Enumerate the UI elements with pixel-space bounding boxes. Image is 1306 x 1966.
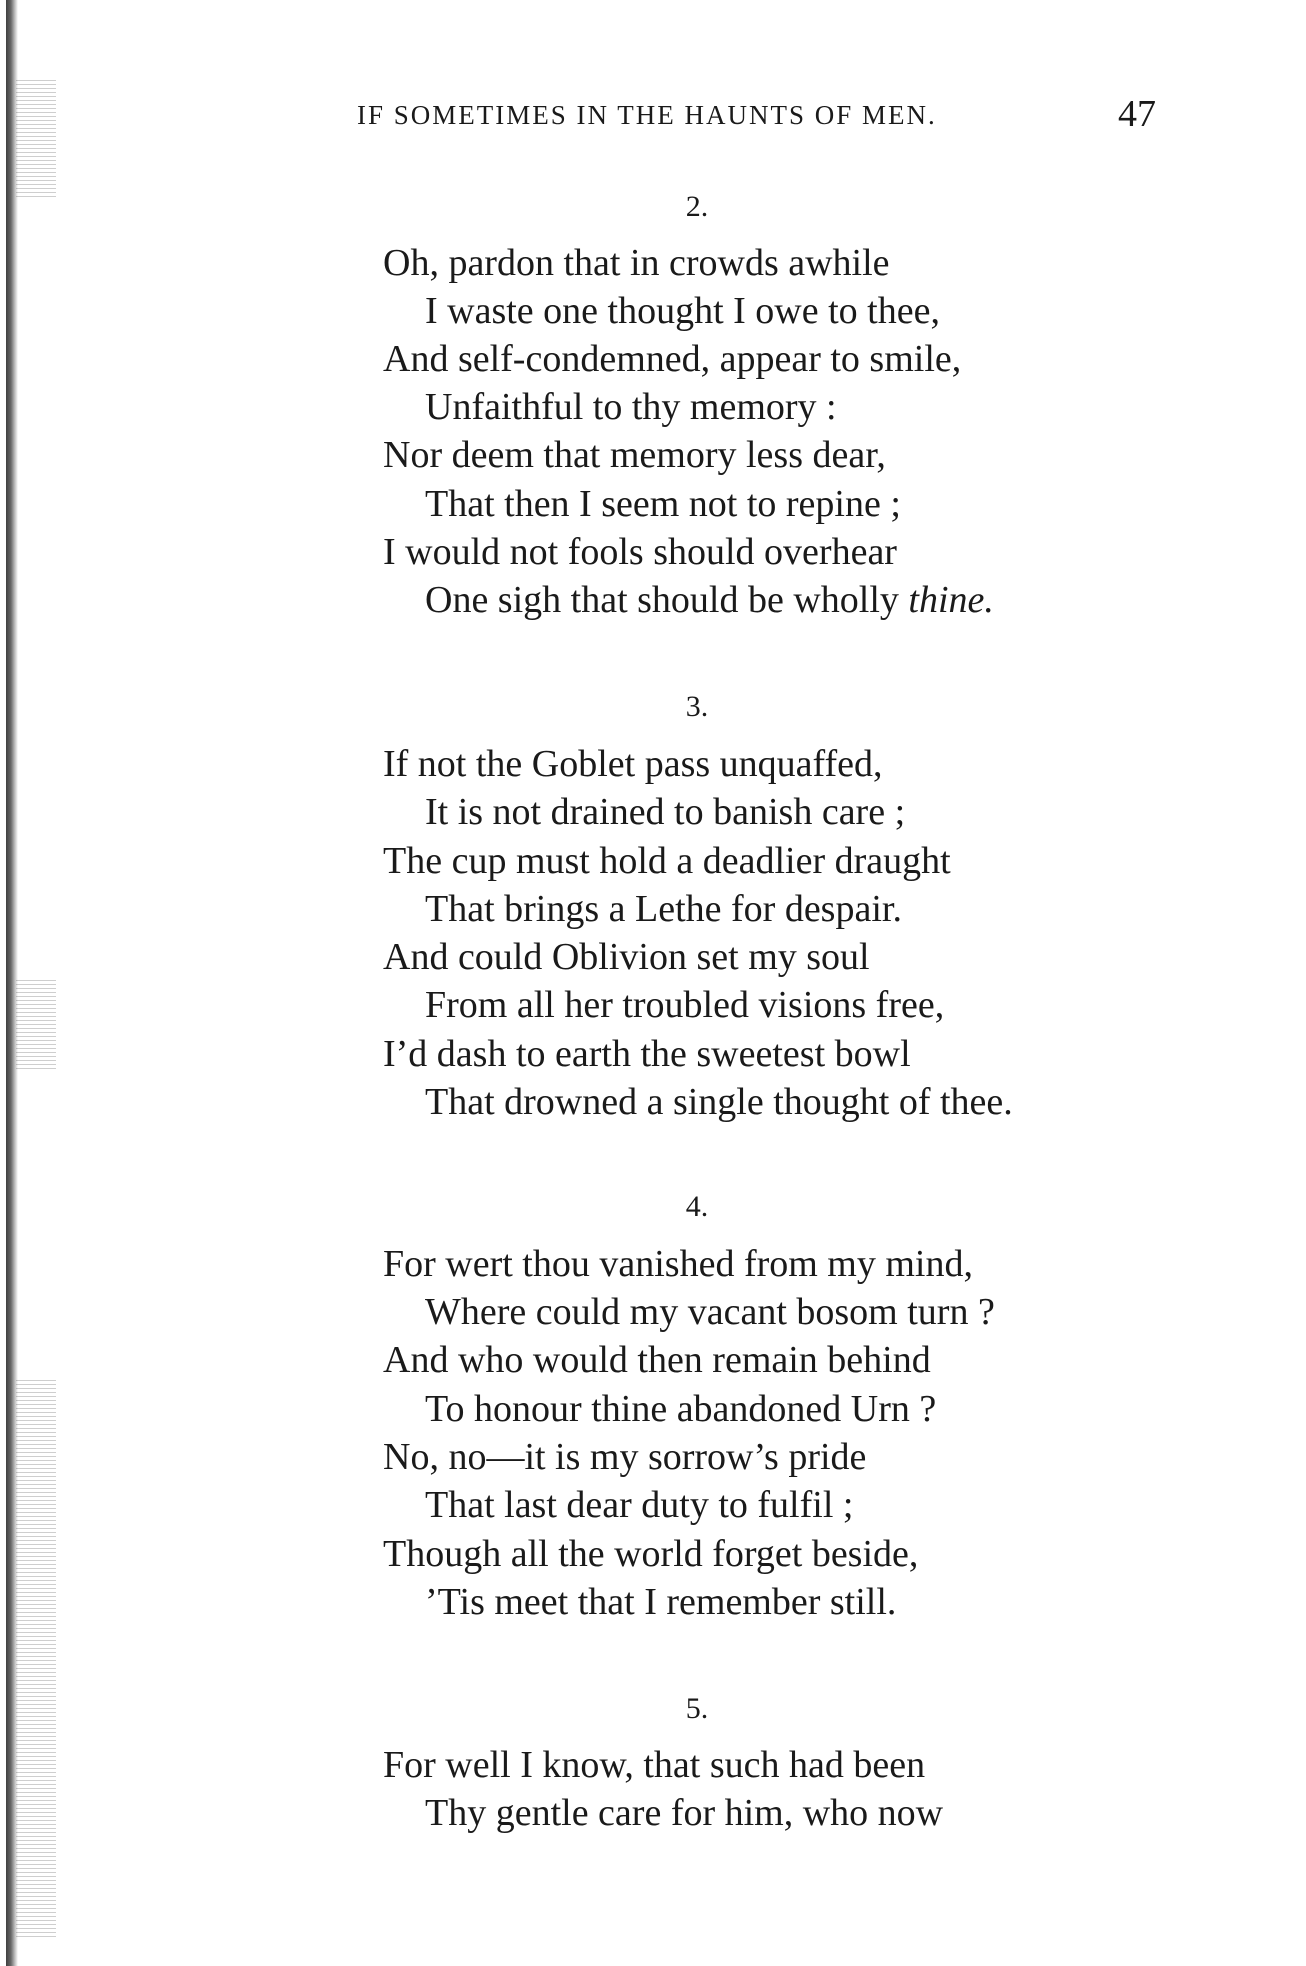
verse-line: That last dear duty to fulfil ; [425, 1484, 854, 1526]
verse-line: I would not fools should overhear [383, 531, 897, 573]
verse-line: And who would then remain behind [383, 1339, 931, 1381]
verse-line: And could Oblivion set my soul [383, 936, 870, 978]
verse-line: Oh, pardon that in crowds awhile [383, 242, 890, 284]
verse-line: If not the Goblet pass unquaffed, [383, 743, 883, 785]
verse-line: To honour thine abandoned Urn ? [425, 1388, 937, 1430]
verse-line: Thy gentle care for him, who now [425, 1792, 944, 1834]
verse-line: Nor deem that memory less dear, [383, 434, 886, 476]
verse-line: From all her troubled visions free, [425, 984, 945, 1026]
verse-line: Where could my vacant bosom turn ? [425, 1291, 995, 1333]
verse-line: No, no—it is my sorrow’s pride [383, 1436, 867, 1478]
verse-line: For well I know, that such had been [383, 1744, 926, 1786]
verse-line: That brings a Lethe for despair. [425, 888, 902, 930]
stanza-number: 5. [685, 1692, 709, 1725]
verse-line: And self-condemned, appear to smile, [383, 338, 962, 380]
verse-line: I waste one thought I owe to thee, [425, 290, 940, 332]
binding-speckle-top [16, 80, 56, 200]
verse-line: I’d dash to earth the sweetest bowl [383, 1033, 911, 1075]
verse-line [425, 581, 994, 619]
verse-line: ’Tis meet that I remember still. [425, 1581, 897, 1623]
stanza-number: 3. [685, 690, 709, 723]
emphasized-word: thine. [908, 579, 994, 621]
binding-speckle-middle [16, 980, 56, 1070]
verse-line: The cup must hold a deadlier draught [383, 840, 951, 882]
stanza-number: 4. [685, 1190, 709, 1223]
verse-line: Unfaithful to thy memory : [425, 386, 837, 428]
verse-line: That drowned a single thought of thee. [425, 1081, 1013, 1123]
stanza-number: 2. [685, 190, 709, 223]
verse-line: Though all the world forget beside, [383, 1533, 919, 1575]
verse-line: That then I seem not to repine ; [425, 483, 901, 525]
binding-speckle-bottom [16, 1380, 56, 1940]
verse-line-text: One sigh that should be wholly [425, 579, 899, 621]
page-number: 47 [1118, 93, 1156, 135]
verse-line: For wert thou vanished from my mind, [383, 1243, 973, 1285]
running-title: IF SOMETIMES IN THE HAUNTS OF MEN. [357, 100, 937, 130]
verse-line: It is not drained to banish care ; [425, 791, 906, 833]
